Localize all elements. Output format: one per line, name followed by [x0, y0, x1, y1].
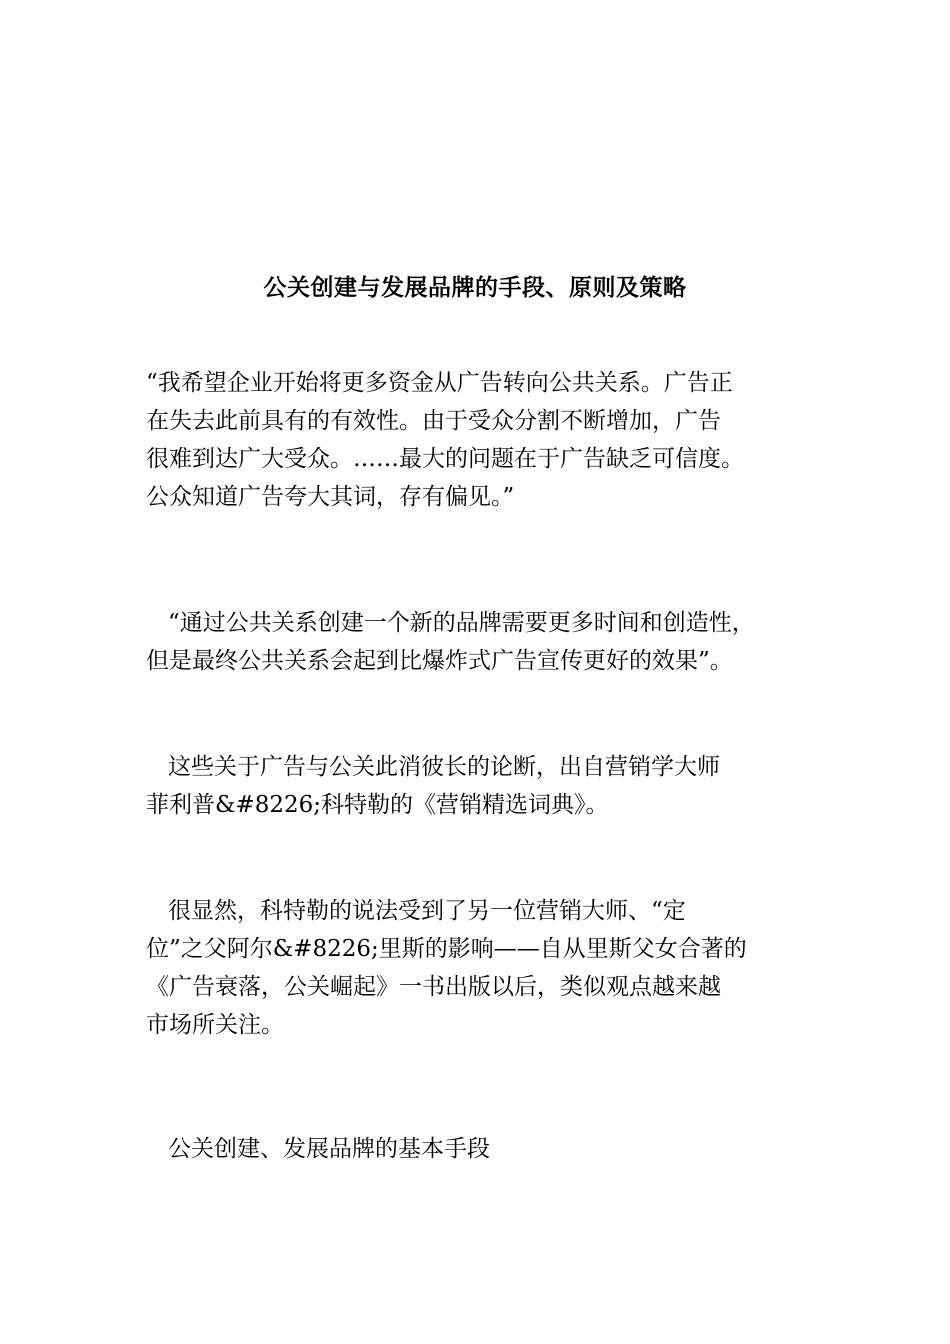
- document-title: 公关创建与发展品牌的手段、原则及策略: [263, 274, 687, 301]
- paragraph-line: 公关创建、发展品牌的基本手段: [168, 1136, 490, 1162]
- paragraph-line: 很难到达广大受众。……最大的问题在于广告缺乏可信度。: [146, 446, 744, 472]
- paragraph-line: 在失去此前具有的有效性。由于受众分割不断增加，广告: [146, 408, 721, 434]
- paragraph-line: 位”之父阿尔&#8226;里斯的影响——自从里斯父女合著的: [146, 936, 747, 962]
- section-heading-basic-means: [146, 1130, 826, 1168]
- paragraph-source-kotler: [146, 748, 826, 824]
- paragraph-line: 这些关于广告与公关此消彼长的论断，出自营销学大师: [168, 754, 720, 780]
- paragraph-line: 但是最终公共关系会起到比爆炸式广告宣传更好的效果”。: [146, 648, 733, 674]
- paragraph-quote-ad-shift: [146, 364, 826, 516]
- paragraph-ries-influence: [146, 892, 826, 1044]
- paragraph-line: 菲利普&#8226;科特勒的《营销精选词典》。: [146, 792, 609, 818]
- paragraph-quote-pr-brand: [146, 604, 826, 680]
- paragraph-line: “我希望企业开始将更多资金从广告转向公共关系。广告正: [146, 370, 733, 396]
- paragraph-line: 公众知道广告夸大其词，存有偏见。”: [146, 484, 515, 510]
- paragraph-line: “通过公共关系创建一个新的品牌需要更多时间和创造性，: [168, 610, 755, 636]
- paragraph-line: 市场所关注。: [146, 1012, 284, 1038]
- paragraph-line: 《广告衰落，公关崛起》一书出版以后，类似观点越来越: [146, 974, 721, 1000]
- paragraph-line: 很显然，科特勒的说法受到了另一位营销大师、“定: [168, 898, 686, 924]
